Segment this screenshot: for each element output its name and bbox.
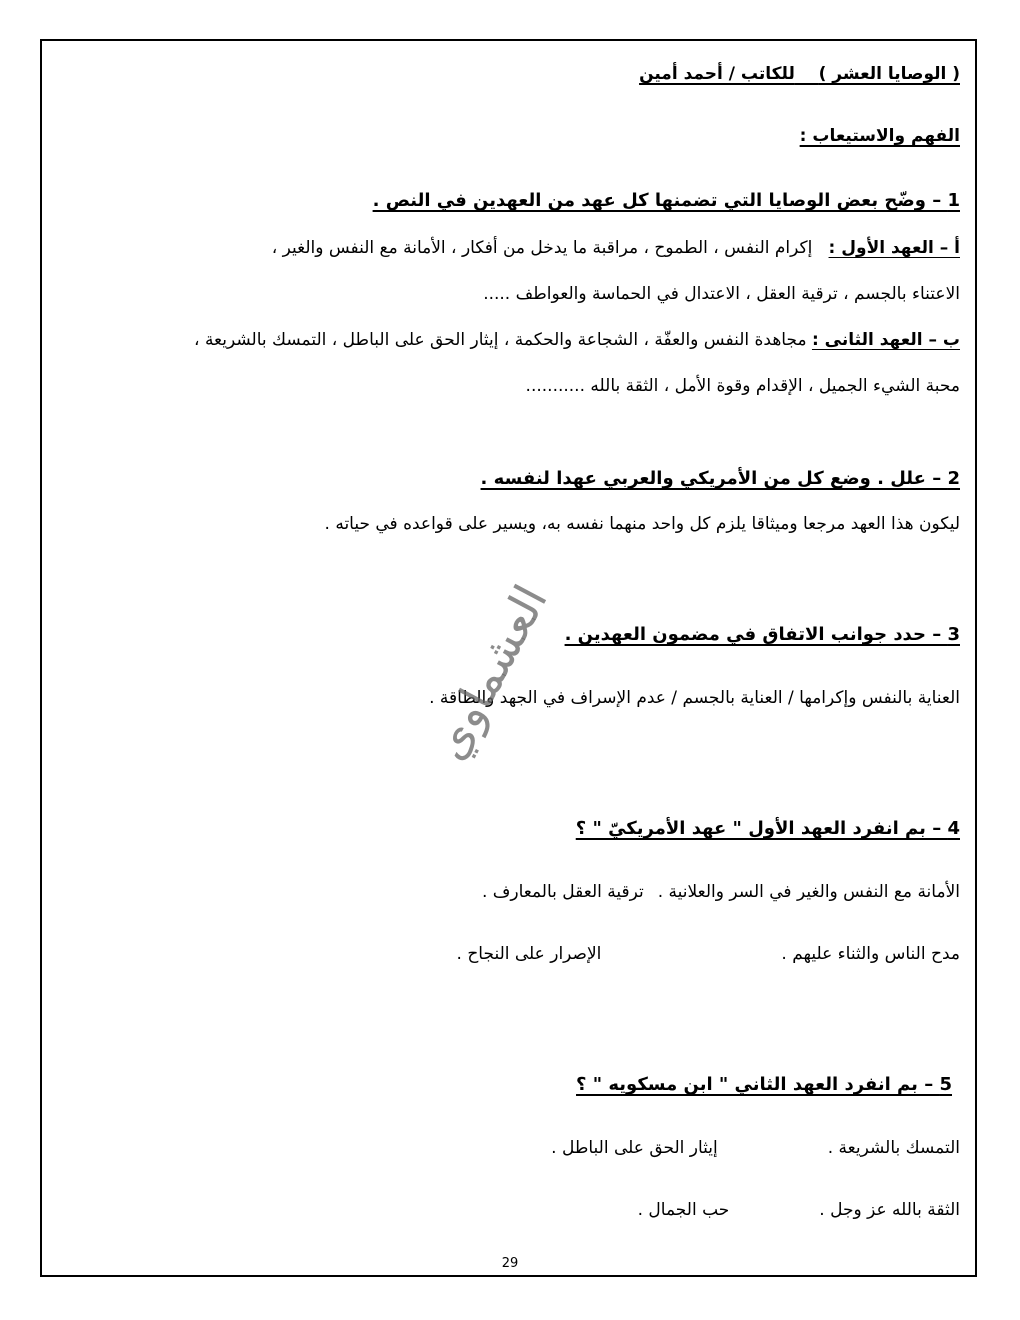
q4-answers-row1 — [482, 882, 960, 902]
q4-answer-4: الإصرار على النجاح . — [456, 944, 602, 964]
question-4: 4 – بم انفرد العهد الأول " عهد الأمريكيّ " ؟ — [575, 818, 960, 839]
q5-answer-3: الثقة بالله عز وجل . — [819, 1200, 960, 1220]
q5-answers-row2 — [638, 1200, 960, 1220]
q5-answer-1: التمسك بالشريعة . — [827, 1138, 960, 1158]
section-heading: الفهم والاستيعاب : — [799, 126, 960, 146]
watermark-text: العشماوي — [421, 576, 558, 769]
document-title — [639, 64, 960, 84]
q1-label-a: أ – العهد الأول : — [828, 238, 960, 258]
q1-answer-a-line1 — [272, 238, 960, 258]
watermark-signature — [395, 565, 595, 785]
q1-a-text-1: إكرام النفس ، الطموح ، مراقبة ما يدخل من أفكار ، الأمانة مع النفس والغير ، — [271, 238, 813, 258]
q1-label-b: ب – العهد الثانى : — [811, 330, 960, 350]
q5-answer-2: إيثار الحق على الباطل . — [551, 1138, 718, 1158]
author-text: للكاتب / أحمد أمين — [639, 64, 795, 84]
q5-answer-4: حب الجمال . — [637, 1200, 730, 1220]
question-2: 2 – علل . وضع كل من الأمريكي والعربي عهدا لنفسه . — [480, 468, 960, 489]
title-text: ( الوصايا العشر ) — [818, 64, 960, 84]
q4-answer-2: ترقية العقل بالمعارف . — [481, 882, 644, 902]
q4-answer-1: الأمانة مع النفس والغير في السر والعلانية . — [657, 882, 960, 902]
question-5: 5 – بم انفرد العهد الثاني " ابن مسكويه " ؟ — [576, 1074, 952, 1095]
question-3: 3 – حدد جوانب الاتفاق في مضمون العهدين . — [564, 624, 960, 645]
q5-answers-row1 — [551, 1138, 960, 1158]
q2-answer: ليكون هذا العهد مرجعا وميثاقا يلزم كل واحد منهما نفسه به، ويسير على قواعده في حياته . — [324, 514, 960, 534]
page-number: 29 — [501, 1256, 519, 1271]
q4-answer-3: مدح الناس والثناء عليهم . — [781, 944, 960, 964]
q4-answers-row2 — [457, 944, 960, 964]
question-1: 1 – وضّح بعض الوصايا التي تضمنها كل عهد من العهدين في النص . — [372, 190, 960, 211]
q1-b-text-1: مجاهدة النفس والعفّة ، الشجاعة والحكمة ، إيثار الحق على الباطل ، التمسك بالشريعة ، — [194, 330, 807, 350]
q1-answer-a-line2: الاعتناء بالجسم ، ترقية العقل ، الاعتدال في الحماسة والعواطف ..... — [483, 284, 960, 304]
q1-answer-b-line1 — [194, 330, 960, 350]
q3-answer: العناية بالنفس وإكرامها / العناية بالجسم / عدم الإسراف في الجهد والطاقة . — [429, 688, 960, 708]
q1-answer-b-line2: محبة الشيء الجميل ، الإقدام وقوة الأمل ، الثقة بالله ........... — [525, 376, 960, 396]
